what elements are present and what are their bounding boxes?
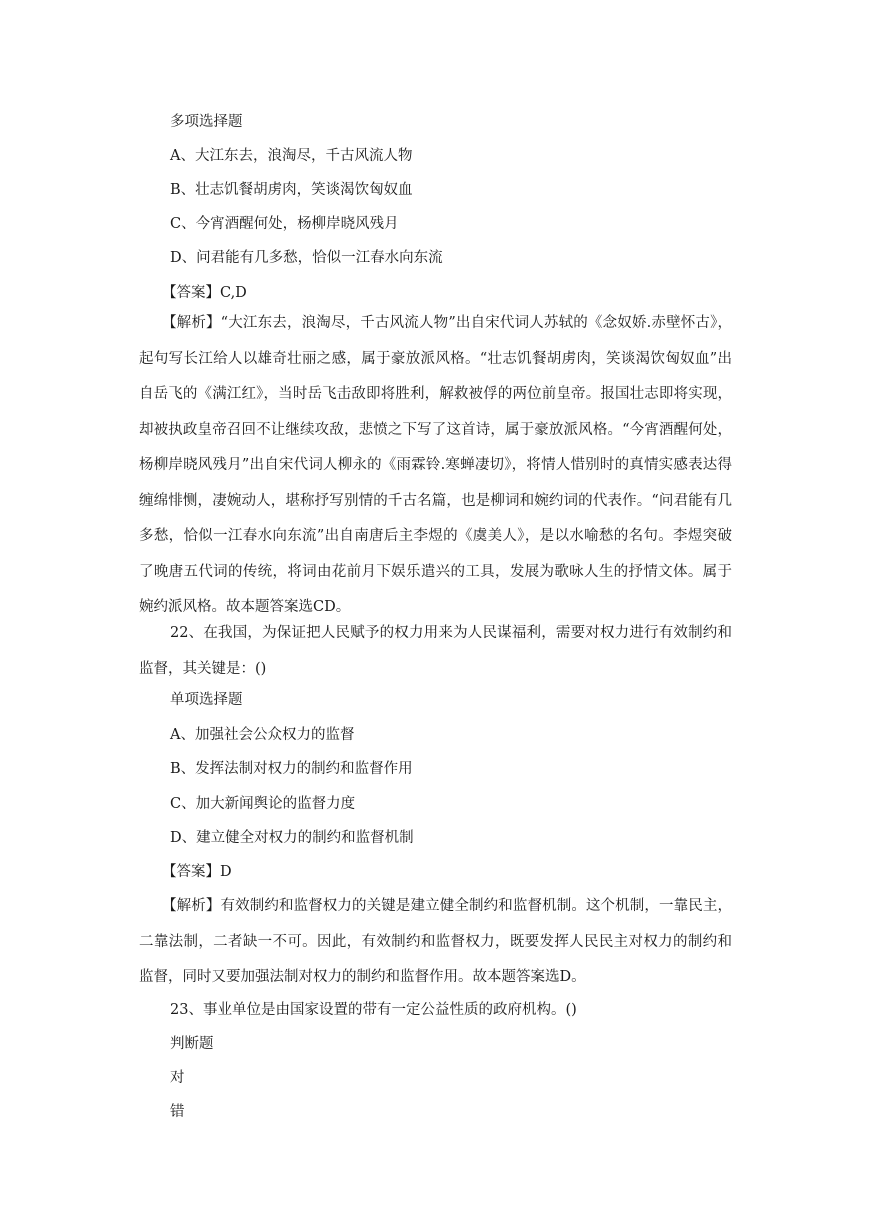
q23-type-label: 判断题 bbox=[170, 1036, 214, 1052]
q21-option-b: B、壮志饥餐胡虏肉，笑谈渴饮匈奴血 bbox=[170, 182, 413, 198]
q21-option-c: C、今宵酒醒何处，杨柳岸晓风残月 bbox=[170, 216, 399, 232]
q21-answer: 【答案】C,D bbox=[162, 285, 247, 301]
q22-analysis: 【解析】有效制约和监督权力的关键是建立健全制约和监督机制。这个机制，一靠民主，二靠法制，二者缺一不可。因此，有效制约和监督权力，既要发挥人民民主对权力的制约和监督，同时又要加强法制对权力的制约和监督作用。故本题答案选D。 bbox=[139, 898, 732, 985]
q21-option-d: D、问君能有几多愁，恰似一江春水向东流 bbox=[170, 250, 443, 266]
q22-question: 22、在我国，为保证把人民赋予的权力用来为人民谋福利，需要对权力进行有效制约和监督，其关键是：() bbox=[139, 625, 732, 677]
q22-type-label: 单项选择题 bbox=[170, 692, 243, 708]
q22-option-c: C、加大新闻舆论的监督力度 bbox=[170, 796, 356, 812]
q22-option-d: D、建立健全对权力的制约和监督机制 bbox=[170, 830, 414, 846]
q21-type-label: 多项选择题 bbox=[170, 114, 243, 130]
q21-analysis: 【解析】“大江东去，浪淘尽，千古风流人物”出自宋代词人苏轼的《念奴娇.赤壁怀古》，起句写长江给人以雄奇壮丽之感，属于豪放派风格。“壮志饥餐胡虏肉，笑谈渴饮匈奴血”出自岳飞的《满江红》，当时岳飞击敌即将胜利，解救被俘的两位前皇帝。报国壮志即将实现，却被执政皇帝召回不让继续攻敌，悲愤之下写了这首诗，属于豪放派风格。“今宵酒醒何处，杨柳岸晓风残月”出自宋代词人柳永的《雨霖铃.寒蝉凄切》，将情人惜别时的真情实感表达得缠绵悱恻，凄婉动人，堪称抒写别情的千古名篇，也是柳词和婉约词的代表作。“问君能有几多愁，恰似一江春水向东流”出自南唐后主李煜的《虞美人》，是以水喻愁的名句。李煜突破了晚唐五代词的传统，将词由花前月下娱乐遣兴的工具，发展为歌咏人生的抒情文体。属于婉约派风格。故本题答案选CD。 bbox=[139, 315, 732, 615]
q23-option-false: 错 bbox=[170, 1104, 185, 1120]
q22-option-b: B、发挥法制对权力的制约和监督作用 bbox=[170, 761, 413, 777]
q22-option-a: A、加强社会公众权力的监督 bbox=[170, 727, 355, 743]
q21-option-a: A、大江东去，浪淘尽，千古风流人物 bbox=[170, 148, 413, 164]
q23-option-true: 对 bbox=[170, 1070, 185, 1086]
q23-question: 23、事业单位是由国家设置的带有一定公益性质的政府机构。() bbox=[170, 1002, 577, 1018]
q22-answer: 【答案】D bbox=[162, 864, 232, 880]
